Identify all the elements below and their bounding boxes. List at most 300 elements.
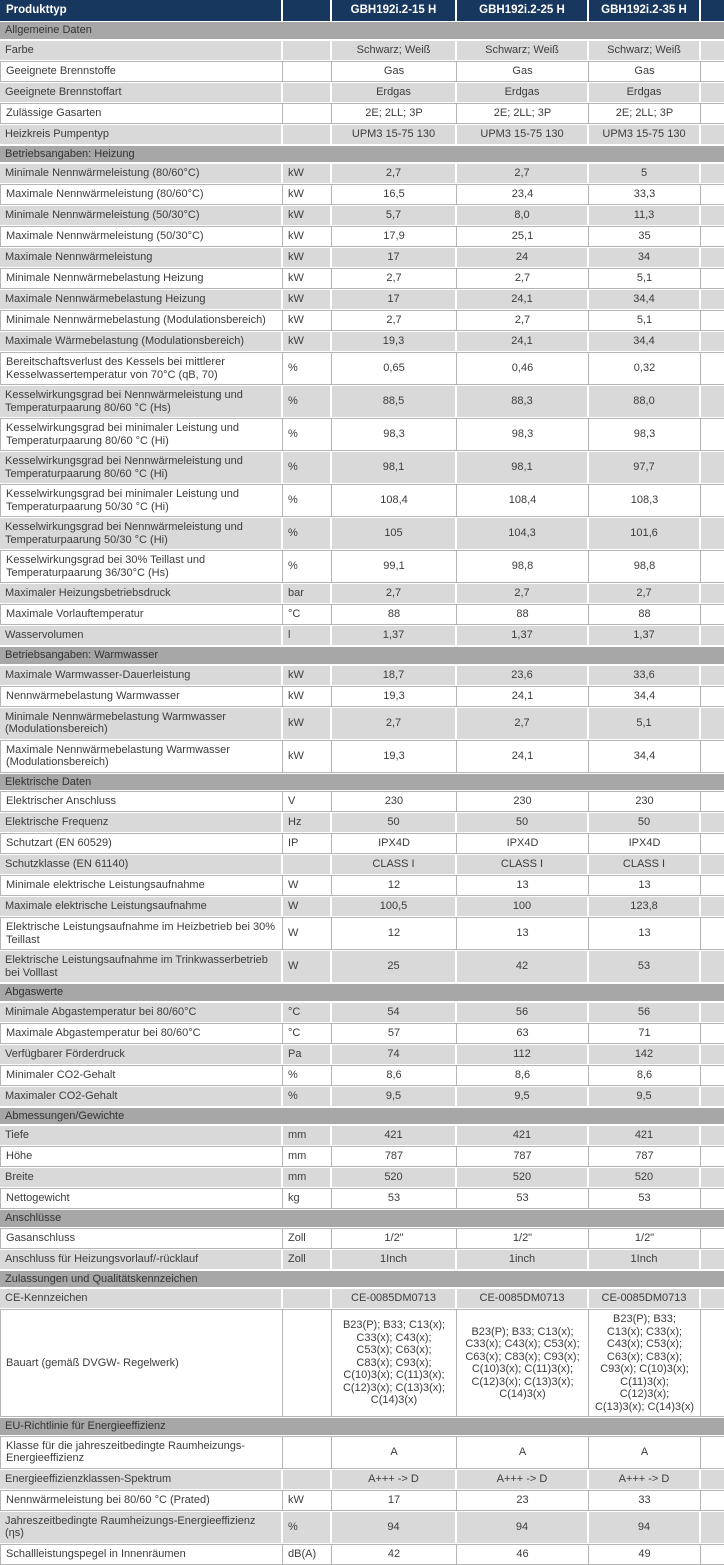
cropped-cell (701, 484, 724, 517)
value-cell-2: UPM3 15-75 130 (457, 124, 589, 145)
table-row (0, 484, 724, 517)
value-cell-2: 23,4 (457, 184, 589, 205)
cropped-cell (701, 833, 724, 854)
value-cell-3: 49 (589, 1544, 701, 1565)
value-cell-2: 24,1 (457, 686, 589, 707)
unit-cell: mm (283, 1146, 332, 1167)
unit-cell (283, 82, 332, 103)
unit-cell: W (283, 917, 332, 950)
value-cell-3: 2,7 (589, 583, 701, 604)
value-cell-3: Erdgas (589, 82, 701, 103)
value-cell-2: 0,46 (457, 352, 589, 385)
value-cell-1: 17 (332, 247, 457, 268)
table-row (0, 331, 724, 352)
row-label: Geeignete Brennstoffart (0, 82, 283, 103)
table-row (0, 1044, 724, 1065)
header-model-1: GBH192i.2-15 H (332, 0, 457, 21)
value-cell-2: 56 (457, 1002, 589, 1023)
row-label: Maximaler CO2-Gehalt (0, 1086, 283, 1107)
row-label: Geeignete Brennstoffe (0, 61, 283, 82)
row-label: Maximale Nennwärmeleistung (50/30°C) (0, 226, 283, 247)
cropped-cell (701, 812, 724, 833)
cropped-cell (701, 40, 724, 61)
table-row (0, 950, 724, 983)
unit-cell: kW (283, 163, 332, 184)
unit-cell: kW (283, 686, 332, 707)
value-cell-2: 23 (457, 1490, 589, 1511)
table-row (0, 82, 724, 103)
value-cell-3: 142 (589, 1044, 701, 1065)
cropped-cell (701, 1228, 724, 1249)
value-cell-2: 112 (457, 1044, 589, 1065)
value-cell-3: 33,6 (589, 665, 701, 686)
row-label: Kesselwirkungsgrad bei Nennwärmeleistung und Temperaturpaarung 50/30 °C (Hi) (0, 517, 283, 550)
value-cell-1: 2,7 (332, 707, 457, 740)
unit-cell: °C (283, 604, 332, 625)
value-cell-3: 5,1 (589, 707, 701, 740)
row-label: Kesselwirkungsgrad bei minimaler Leistung und Temperaturpaarung 80/60 °C (Hi) (0, 418, 283, 451)
cropped-cell (701, 451, 724, 484)
value-cell-1: 787 (332, 1146, 457, 1167)
table-row (0, 1544, 724, 1565)
value-cell-2: 421 (457, 1125, 589, 1146)
value-cell-2: Erdgas (457, 82, 589, 103)
table-row (0, 1023, 724, 1044)
row-label: Verfügbarer Förderdruck (0, 1044, 283, 1065)
value-cell-3: 94 (589, 1511, 701, 1544)
section-header-row (0, 21, 724, 40)
unit-cell: kW (283, 665, 332, 686)
value-cell-2: 25,1 (457, 226, 589, 247)
cropped-cell (701, 1086, 724, 1107)
table-row (0, 124, 724, 145)
unit-cell (283, 103, 332, 124)
cropped-cell (701, 1146, 724, 1167)
row-label: Kesselwirkungsgrad bei minimaler Leistung und Temperaturpaarung 50/30 °C (Hi) (0, 484, 283, 517)
section-header-row (0, 1209, 724, 1228)
cropped-cell (701, 1544, 724, 1565)
cropped-cell (701, 205, 724, 226)
value-cell-1: 1Inch (332, 1249, 457, 1270)
unit-cell: IP (283, 833, 332, 854)
table-row (0, 310, 724, 331)
section-title: Betriebsangaben: Heizung (0, 145, 724, 164)
row-label: Gasanschluss (0, 1228, 283, 1249)
section-header-row (0, 1417, 724, 1436)
cropped-cell (701, 289, 724, 310)
unit-cell: Zoll (283, 1228, 332, 1249)
cropped-cell (701, 583, 724, 604)
row-label: Nennwärmeleistung bei 80/60 °C (Prated) (0, 1490, 283, 1511)
value-cell-3: 108,3 (589, 484, 701, 517)
table-header-row (0, 0, 724, 21)
table-row (0, 1125, 724, 1146)
row-label: Anschluss für Heizungsvorlauf/-rücklauf (0, 1249, 283, 1270)
value-cell-2: 2,7 (457, 583, 589, 604)
row-label: Maximale Nennwärmebelastung Heizung (0, 289, 283, 310)
unit-cell: Zoll (283, 1249, 332, 1270)
value-cell-1: Erdgas (332, 82, 457, 103)
cropped-cell (701, 625, 724, 646)
table-row (0, 604, 724, 625)
cropped-cell (701, 268, 724, 289)
value-cell-2: 100 (457, 896, 589, 917)
cropped-cell (701, 331, 724, 352)
table-row (0, 1146, 724, 1167)
value-cell-3: CE-0085DM0713 (589, 1288, 701, 1309)
header-cropped-column (701, 0, 724, 21)
unit-cell (283, 1469, 332, 1490)
row-label: Schallleistungspegel in Innenräumen (0, 1544, 283, 1565)
value-cell-2: 108,4 (457, 484, 589, 517)
unit-cell (283, 854, 332, 875)
row-label: Maximale Nennwärmeleistung (0, 247, 283, 268)
value-cell-2: 24,1 (457, 289, 589, 310)
value-cell-1: 108,4 (332, 484, 457, 517)
value-cell-3: 5,1 (589, 268, 701, 289)
value-cell-3: 101,6 (589, 517, 701, 550)
cropped-cell (701, 686, 724, 707)
unit-cell: kW (283, 740, 332, 773)
cropped-cell (701, 310, 724, 331)
table-row (0, 1228, 724, 1249)
row-label: Breite (0, 1167, 283, 1188)
value-cell-3: A (589, 1436, 701, 1469)
value-cell-1: 50 (332, 812, 457, 833)
unit-cell (283, 1309, 332, 1417)
unit-cell: °C (283, 1002, 332, 1023)
value-cell-1: A+++ -> D (332, 1469, 457, 1490)
value-cell-3: 34,4 (589, 740, 701, 773)
table-row (0, 289, 724, 310)
section-header-row (0, 145, 724, 164)
value-cell-1: 0,65 (332, 352, 457, 385)
table-row (0, 550, 724, 583)
value-cell-1: 520 (332, 1167, 457, 1188)
value-cell-2: 50 (457, 812, 589, 833)
unit-cell: °C (283, 1023, 332, 1044)
row-label: Heizkreis Pumpentyp (0, 124, 283, 145)
table-row (0, 917, 724, 950)
row-label: Kesselwirkungsgrad bei 30% Teillast und Temperaturpaarung 36/30°C (Hs) (0, 550, 283, 583)
value-cell-1: 98,3 (332, 418, 457, 451)
value-cell-1: 17,9 (332, 226, 457, 247)
value-cell-3: 2E; 2LL; 3P (589, 103, 701, 124)
cropped-cell (701, 1002, 724, 1023)
section-title: Elektrische Daten (0, 773, 724, 792)
row-label: Minimale Nennwärmebelastung Heizung (0, 268, 283, 289)
value-cell-2: A (457, 1436, 589, 1469)
unit-cell (283, 1288, 332, 1309)
value-cell-1: 2,7 (332, 163, 457, 184)
row-label: CE-Kennzeichen (0, 1288, 283, 1309)
value-cell-3: 56 (589, 1002, 701, 1023)
unit-cell: % (283, 484, 332, 517)
row-label: Kesselwirkungsgrad bei Nennwärmeleistung und Temperaturpaarung 80/60 °C (Hi) (0, 451, 283, 484)
section-title: Anschlüsse (0, 1209, 724, 1228)
table-row (0, 707, 724, 740)
value-cell-3: 98,3 (589, 418, 701, 451)
cropped-cell (701, 550, 724, 583)
value-cell-2: 98,1 (457, 451, 589, 484)
unit-cell: kW (283, 707, 332, 740)
value-cell-3: 98,8 (589, 550, 701, 583)
value-cell-2: 1/2" (457, 1228, 589, 1249)
value-cell-3: A+++ -> D (589, 1469, 701, 1490)
value-cell-1: 42 (332, 1544, 457, 1565)
value-cell-2: 230 (457, 791, 589, 812)
value-cell-1: 8,6 (332, 1065, 457, 1086)
unit-cell (283, 61, 332, 82)
unit-cell: kW (283, 331, 332, 352)
value-cell-1: 18,7 (332, 665, 457, 686)
cropped-cell (701, 1188, 724, 1209)
value-cell-3: 34,4 (589, 686, 701, 707)
cropped-cell (701, 385, 724, 418)
unit-cell: kW (283, 205, 332, 226)
value-cell-2: CLASS I (457, 854, 589, 875)
row-label: Schutzklasse (EN 61140) (0, 854, 283, 875)
value-cell-1: 25 (332, 950, 457, 983)
unit-cell: kW (283, 226, 332, 247)
cropped-cell (701, 1469, 724, 1490)
value-cell-3: 1Inch (589, 1249, 701, 1270)
value-cell-2: 23,6 (457, 665, 589, 686)
table-row (0, 352, 724, 385)
unit-cell: mm (283, 1125, 332, 1146)
row-label: Wasservolumen (0, 625, 283, 646)
cropped-cell (701, 791, 724, 812)
value-cell-3: B23(P); B33; C13(x); C33(x); C43(x); C53(x); C63(x); C83(x); C93(x); C(10)3(x); C(11)3(x); C(12)3(x); C(13)3(x); C(14)3(x) (589, 1309, 701, 1417)
cropped-cell (701, 124, 724, 145)
header-unit-spacer (283, 0, 332, 21)
table-row (0, 833, 724, 854)
unit-cell: % (283, 1086, 332, 1107)
table-row (0, 385, 724, 418)
section-title: Allgemeine Daten (0, 21, 724, 40)
row-label: Minimale Abgastemperatur bei 80/60°C (0, 1002, 283, 1023)
value-cell-2: 2,7 (457, 707, 589, 740)
row-label: Höhe (0, 1146, 283, 1167)
value-cell-2: 2E; 2LL; 3P (457, 103, 589, 124)
value-cell-2: 1,37 (457, 625, 589, 646)
row-label: Maximale Abgastemperatur bei 80/60°C (0, 1023, 283, 1044)
value-cell-3: 520 (589, 1167, 701, 1188)
value-cell-2: 2,7 (457, 268, 589, 289)
table-row (0, 1436, 724, 1469)
table-row (0, 1490, 724, 1511)
unit-cell: bar (283, 583, 332, 604)
cropped-cell (701, 418, 724, 451)
table-row (0, 1002, 724, 1023)
cropped-cell (701, 854, 724, 875)
cropped-cell (701, 1490, 724, 1511)
value-cell-1: 12 (332, 875, 457, 896)
row-label: Kesselwirkungsgrad bei Nennwärmeleistung und Temperaturpaarung 80/60 °C (Hs) (0, 385, 283, 418)
cropped-cell (701, 950, 724, 983)
unit-cell: Hz (283, 812, 332, 833)
row-label: Minimale elektrische Leistungsaufnahme (0, 875, 283, 896)
value-cell-3: 53 (589, 1188, 701, 1209)
unit-cell: mm (283, 1167, 332, 1188)
value-cell-2: 24 (457, 247, 589, 268)
value-cell-2: 88 (457, 604, 589, 625)
value-cell-1: 94 (332, 1511, 457, 1544)
section-header-row (0, 983, 724, 1002)
value-cell-3: Gas (589, 61, 701, 82)
table-row (0, 61, 724, 82)
table-row (0, 812, 724, 833)
table-row (0, 451, 724, 484)
cropped-cell (701, 163, 724, 184)
value-cell-2: IPX4D (457, 833, 589, 854)
table-body (0, 21, 724, 1565)
row-label: Maximale Vorlauftemperatur (0, 604, 283, 625)
table-row (0, 665, 724, 686)
value-cell-1: 2,7 (332, 268, 457, 289)
cropped-cell (701, 184, 724, 205)
cropped-cell (701, 1436, 724, 1469)
row-label: Minimale Nennwärmeleistung (50/30°C) (0, 205, 283, 226)
value-cell-3: 50 (589, 812, 701, 833)
header-model-2: GBH192i.2-25 H (457, 0, 589, 21)
cropped-cell (701, 896, 724, 917)
value-cell-2: 88,3 (457, 385, 589, 418)
value-cell-3: 5,1 (589, 310, 701, 331)
row-label: Maximale Nennwärmebelastung Warmwasser (Modulationsbereich) (0, 740, 283, 773)
table-row (0, 1065, 724, 1086)
table-row (0, 40, 724, 61)
value-cell-1: Schwarz; Weiß (332, 40, 457, 61)
table-row (0, 418, 724, 451)
row-label: Minimale Nennwärmebelastung (Modulationsbereich) (0, 310, 283, 331)
header-produkttyp: Produkttyp (0, 0, 283, 21)
value-cell-2: 13 (457, 917, 589, 950)
row-label: Elektrische Frequenz (0, 812, 283, 833)
value-cell-2: 1inch (457, 1249, 589, 1270)
value-cell-1: 12 (332, 917, 457, 950)
value-cell-2: 24,1 (457, 740, 589, 773)
unit-cell: kW (283, 184, 332, 205)
table-row (0, 896, 724, 917)
value-cell-2: CE-0085DM0713 (457, 1288, 589, 1309)
row-label: Elektrische Leistungsaufnahme im Heizbetrieb bei 30% Teillast (0, 917, 283, 950)
cropped-cell (701, 226, 724, 247)
value-cell-1: 16,5 (332, 184, 457, 205)
unit-cell: % (283, 451, 332, 484)
value-cell-3: IPX4D (589, 833, 701, 854)
value-cell-2: 2,7 (457, 163, 589, 184)
table-row (0, 1309, 724, 1417)
row-label: Minimale Nennwärmeleistung (80/60°C) (0, 163, 283, 184)
cropped-cell (701, 1023, 724, 1044)
value-cell-1: 5,7 (332, 205, 457, 226)
cropped-cell (701, 1249, 724, 1270)
value-cell-2: A+++ -> D (457, 1469, 589, 1490)
unit-cell: % (283, 550, 332, 583)
value-cell-1: 54 (332, 1002, 457, 1023)
value-cell-3: 33,3 (589, 184, 701, 205)
value-cell-2: 46 (457, 1544, 589, 1565)
row-label: Maximale Nennwärmeleistung (80/60°C) (0, 184, 283, 205)
cropped-cell (701, 604, 724, 625)
table-row (0, 184, 724, 205)
row-label: Bereitschaftsverlust des Kessels bei mittlerer Kesselwassertemperatur von 70°C (qB, 70) (0, 352, 283, 385)
value-cell-3: 421 (589, 1125, 701, 1146)
value-cell-2: 98,8 (457, 550, 589, 583)
value-cell-1: 2,7 (332, 310, 457, 331)
value-cell-3: Schwarz; Weiß (589, 40, 701, 61)
value-cell-2: 63 (457, 1023, 589, 1044)
value-cell-2: 24,1 (457, 331, 589, 352)
value-cell-1: 99,1 (332, 550, 457, 583)
table-row (0, 517, 724, 550)
value-cell-1: 1,37 (332, 625, 457, 646)
value-cell-1: 105 (332, 517, 457, 550)
value-cell-1: 53 (332, 1188, 457, 1209)
value-cell-1: A (332, 1436, 457, 1469)
cropped-cell (701, 352, 724, 385)
value-cell-3: UPM3 15-75 130 (589, 124, 701, 145)
row-label: Minimale Nennwärmebelastung Warmwasser (Modulationsbereich) (0, 707, 283, 740)
header-model-3: GBH192i.2-35 H (589, 0, 701, 21)
value-cell-1: 88,5 (332, 385, 457, 418)
table-row (0, 1167, 724, 1188)
value-cell-2: B23(P); B33; C13(x); C33(x); C43(x); C53(x); C63(x); C83(x); C93(x); C(10)3(x); C(11)3(x); C(12)3(x); C(13)3(x); C(14)3(x) (457, 1309, 589, 1417)
value-cell-1: 88 (332, 604, 457, 625)
table-row (0, 1469, 724, 1490)
unit-cell (283, 40, 332, 61)
unit-cell: kW (283, 268, 332, 289)
unit-cell: l (283, 625, 332, 646)
section-header-row (0, 1107, 724, 1126)
value-cell-1: Gas (332, 61, 457, 82)
value-cell-2: 104,3 (457, 517, 589, 550)
cropped-cell (701, 1167, 724, 1188)
value-cell-1: 2,7 (332, 583, 457, 604)
row-label: Bauart (gemäß DVGW- Regelwerk) (0, 1309, 283, 1417)
table-row (0, 791, 724, 812)
row-label: Elektrischer Anschluss (0, 791, 283, 812)
section-header-row (0, 1270, 724, 1289)
unit-cell: kg (283, 1188, 332, 1209)
value-cell-1: 421 (332, 1125, 457, 1146)
unit-cell: kW (283, 310, 332, 331)
value-cell-1: 230 (332, 791, 457, 812)
value-cell-2: 520 (457, 1167, 589, 1188)
table-row (0, 163, 724, 184)
value-cell-2: 42 (457, 950, 589, 983)
unit-cell: W (283, 896, 332, 917)
cropped-cell (701, 103, 724, 124)
value-cell-1: 9,5 (332, 1086, 457, 1107)
row-label: Nennwärmebelastung Warmwasser (0, 686, 283, 707)
value-cell-3: 34 (589, 247, 701, 268)
row-label: Schutzart (EN 60529) (0, 833, 283, 854)
cropped-cell (701, 665, 724, 686)
unit-cell: % (283, 1511, 332, 1544)
value-cell-1: 17 (332, 289, 457, 310)
value-cell-1: 17 (332, 1490, 457, 1511)
value-cell-3: 13 (589, 875, 701, 896)
cropped-cell (701, 1309, 724, 1417)
unit-cell: W (283, 950, 332, 983)
cropped-cell (701, 247, 724, 268)
value-cell-1: 100,5 (332, 896, 457, 917)
value-cell-1: 98,1 (332, 451, 457, 484)
row-label: Jahreszeitbedingte Raumheizungs-Energieeffizienz (ηs) (0, 1511, 283, 1544)
value-cell-3: 88,0 (589, 385, 701, 418)
